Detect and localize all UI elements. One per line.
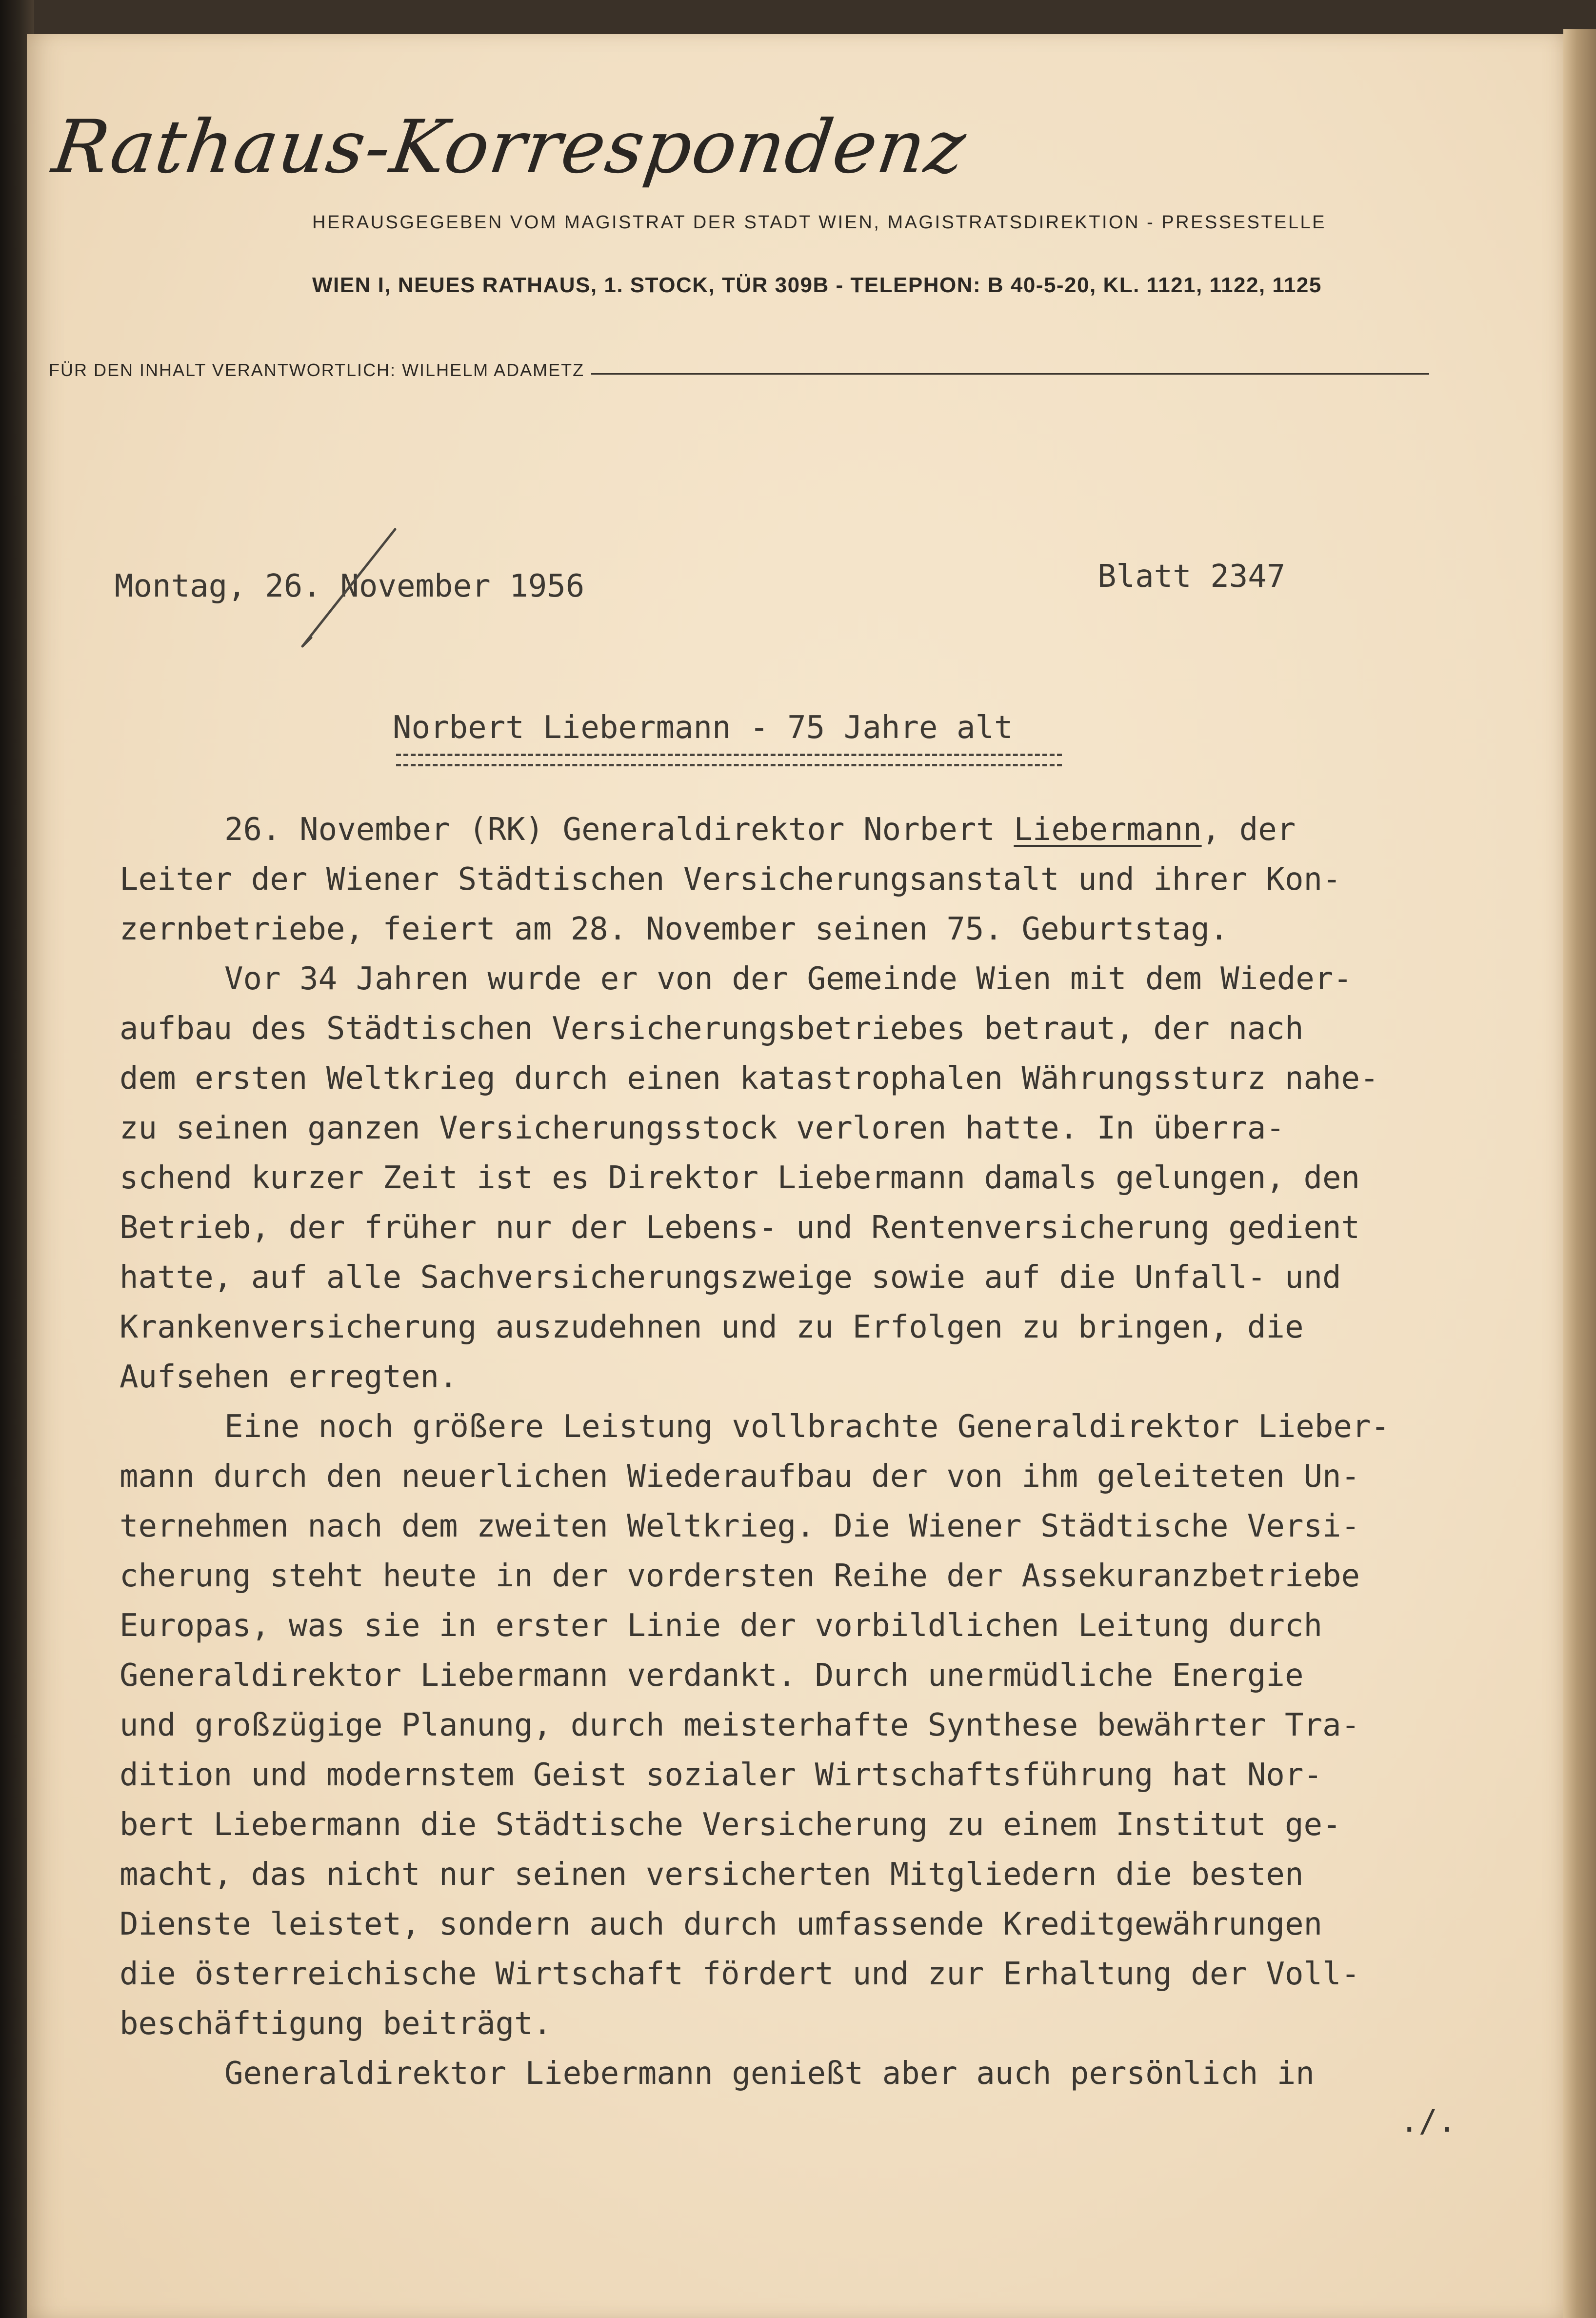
sheet-number: Blatt 2347: [1097, 559, 1286, 595]
body-line: dition und modernstem Geist sozialer Wirtschaftsführung hat Nor-: [120, 1757, 1322, 1793]
body-line: Europas, was sie in erster Linie der vorbildlichen Leitung durch: [120, 1608, 1322, 1644]
body-line: ternehmen nach dem zweiten Weltkrieg. Die Wiener Städtische Versi-: [120, 1508, 1360, 1544]
body-line: zu seinen ganzen Versicherungsstock verloren hatte. In überra-: [120, 1110, 1285, 1146]
body-line: cherung steht heute in der vordersten Reihe der Assekuranzbetriebe: [120, 1558, 1360, 1594]
body-line: Krankenversicherung auszudehnen und zu Erfolgen zu bringen, die: [120, 1309, 1304, 1345]
body-line: Betrieb, der früher nur der Lebens- und Rentenversicherung gedient: [120, 1210, 1360, 1246]
masthead-publisher: HERAUSGEGEBEN VOM MAGISTRAT DER STADT WIEN, MAGISTRATSDIREKTION - PRESSESTELLE: [312, 212, 1326, 233]
dateline: Montag, 26. November 1956: [115, 568, 585, 604]
text-run: , der: [1201, 812, 1296, 848]
body-line: Aufsehen erregten.: [120, 1359, 458, 1395]
body-line: macht, das nicht nur seinen versicherten Mitgliedern die besten: [120, 1857, 1304, 1893]
continuation-mark: ./.: [1400, 2103, 1456, 2139]
body-line: [120, 805, 1485, 855]
body-line: Generaldirektor Liebermann genießt aber auch persönlich in: [224, 2056, 1315, 2092]
body-line: dem ersten Weltkrieg durch einen katastrophalen Währungssturz nahe-: [120, 1060, 1379, 1097]
text-run: 26. November (RK) Generaldirektor Norbert: [224, 812, 1014, 848]
masthead-rule: [591, 373, 1429, 375]
masthead-responsible: FÜR DEN INHALT VERANTWORTLICH: WILHELM ADAMETZ: [49, 360, 585, 380]
body-line: Dienste leistet, sondern auch durch umfassende Kreditgewährungen: [120, 1906, 1322, 1942]
underlined-name: Liebermann: [1014, 812, 1202, 848]
body-line: und großzügige Planung, durch meisterhafte Synthese bewährter Tra-: [120, 1707, 1360, 1743]
pencil-check-mark: [293, 524, 410, 651]
body-line: die österreichische Wirtschaft fördert und zur Erhaltung der Voll-: [120, 1956, 1360, 1992]
body-line: schend kurzer Zeit ist es Direktor Liebermann damals gelungen, den: [120, 1160, 1360, 1196]
body-line: bert Liebermann die Städtische Versicherung zu einem Institut ge-: [120, 1807, 1341, 1843]
body-line: mann durch den neuerlichen Wiederaufbau der von ihm geleiteten Un-: [120, 1459, 1360, 1495]
body-text: [120, 805, 1485, 2098]
body-line: beschäftigung beiträgt.: [120, 2006, 552, 2042]
body-line: Eine noch größere Leistung vollbrachte Generaldirektor Lieber-: [224, 1409, 1390, 1445]
body-line: Vor 34 Jahren wurde er von der Gemeinde Wien mit dem Wieder-: [224, 961, 1352, 997]
body-line: aufbau des Städtischen Versicherungsbetriebes betraut, der nach: [120, 1011, 1304, 1047]
body-line: Generaldirektor Liebermann verdankt. Durch unermüdliche Energie: [120, 1658, 1304, 1694]
masthead-responsible-row: [49, 351, 1429, 380]
body-line: zernbetriebe, feiert am 28. November seinen 75. Geburtstag.: [120, 911, 1229, 947]
masthead-address: WIEN I, NEUES RATHAUS, 1. STOCK, TÜR 309B - TELEPHON: B 40-5-20, KL. 1121, 1122, 1125: [312, 273, 1322, 297]
body-line: hatte, auf alle Sachversicherungszweige sowie auf die Unfall- und: [120, 1259, 1341, 1296]
headline-double-rule: [396, 754, 1062, 772]
page-stack-edge: [1563, 29, 1596, 2318]
masthead-title: Rathaus-Korrespondenz: [47, 105, 972, 190]
body-line: Leiter der Wiener Städtischen Versicherungsanstalt und ihrer Kon-: [120, 861, 1341, 898]
headline: Norbert Liebermann - 75 Jahre alt: [393, 710, 1013, 746]
